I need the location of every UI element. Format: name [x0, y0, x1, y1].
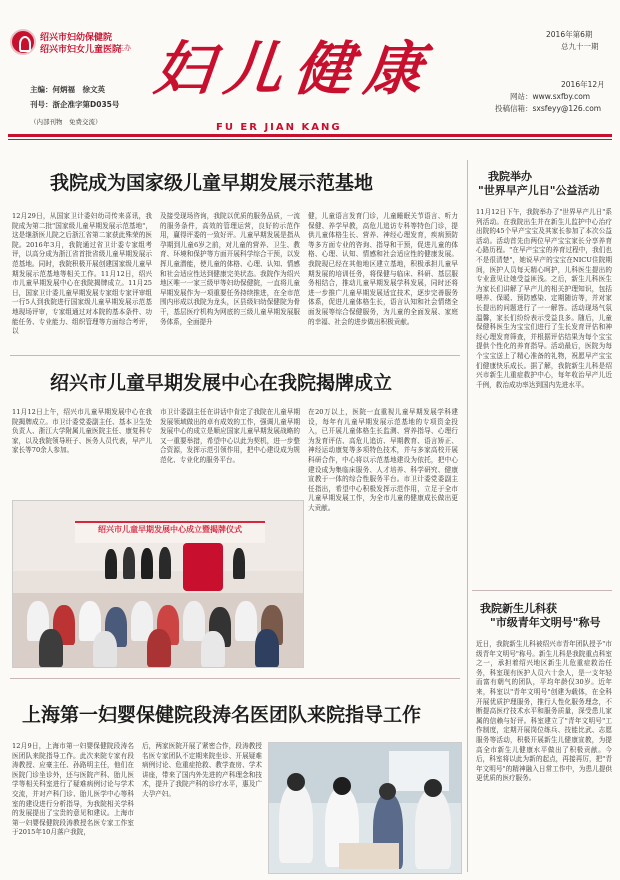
sidebar-1-kicker: 我院举办: [488, 170, 532, 183]
org-name-2: 绍兴市妇女儿童医院: [40, 45, 122, 55]
website: 网站：www.sxfby.com: [510, 92, 591, 101]
org-name-1: 绍兴市妇幼保健院: [40, 33, 113, 43]
article-3-col-2: 后，两家医院开展了紧密合作，段涛教授名医专家团队不定期来院坐诊、开展疑难病例讨论、危重症抢救、教学查房、学术讲座，带来了国内外先进的产科理念和技术，提升了我院产科的诊疗水平，惠及广大孕产妇。: [142, 742, 262, 798]
article-3-headline: 上海第一妇婴保健院段涛名医团队来院指导工作: [22, 704, 422, 726]
sidebar-1-headline: "世界早产儿日"公益活动: [478, 184, 600, 197]
article-1-headline: 我院成为国家级儿童早期发展示范基地: [50, 172, 374, 194]
article-1-col-3: 健，儿童语言发育门诊，儿童睡眠关节语言、听力保健、养学早教，高危儿追访专科等特色门诊，提供儿童体格生长、营养、神经心理发育，疾病预防等多方面专业的咨询、指导和干预，促进儿童的体格、心理、认知、情感和社会适应性的健康发展。我院现已经在其他地区建立基地，积极承担儿童早期发展的培训任务，将保健与临床、科研、基层服务相结合，推动儿童早期发展学科发展，同时还将进一步推广儿童早期发展适宜技术，逐步完善服务体系，促进儿童体格生长，语言认知和社会情绪全面发展等综合保健服务，为儿童的全面发展、家庭的幸福、社会的进步做出积极贡献。: [308, 212, 458, 326]
masthead-rule-thin: [8, 139, 612, 140]
issue-date: 2016年12月: [561, 80, 605, 89]
sidebar-2-body: 近日，我院新生儿科被绍兴市青年团队授予"市级青年文明号"称号。新生儿科是我院重点科室之一，承担着绍兴地区新生儿危重症救治任务，科室现有医护人员六十余人，是一支年轻而富有朝气的团队，平均年龄仅30岁。近年来，科室以"青年文明号"创建为载体，在全科开展优质护理服务，推行人性化服务理念，不断提高医疗技术水平和服务质量，深受患儿家属的信赖与好评。科室建立了"青年文明号"工作制度，定期开展岗位练兵、技能比武、志愿服务等活动，积极开展新生儿健康宣教，为提高全市新生儿健康水平做出了积极贡献。今后，科室将以此为新的起点，再接再厉，把"青年文明号"的精神融入日常工作中，为患儿提供更优质的医疗服务。: [476, 640, 612, 783]
article-1-col-2: 及接受现场咨询，我院以优质的服务品质，一流的服务条件，高效的管理运营，良好的示范作用，赢得评委的一致好评。儿童早期发展是指从孕期到儿童6岁之前，对儿童的营养、卫生、教育、环境和保护等方面开展科学综合干预，以发挥儿童潜能，使儿童的体格、心理、认知、情感和社会适应性达到健康完美状态。我院作为绍兴地区唯一一家三级甲等妇幼保健院，一直将儿童早期发展作为一项重要任务持续推进，在全市范围内形成以我院为龙头，区县级妇幼保健院为骨干，基层医疗机构为网底的三级儿童早期发展服务体系，全面提升: [160, 212, 300, 326]
publication-number: 刊号：浙企准字第D035号: [30, 100, 120, 109]
editors: 主编：何炳福 徐文英: [30, 85, 105, 94]
issue-number: 2016年第6期: [546, 30, 593, 39]
internal-note: （内部刊物 免费交流）: [30, 118, 102, 126]
sidebar-2-kicker: 我院新生儿科获: [480, 602, 557, 615]
article-1-col-1: 12月29日，从国家卫计委妇幼司传来喜讯，我院成为第二批"国家级儿童早期发展示范基地"，这是继浙医儿院之后浙江省第二家获此殊荣的医院。2016年3月，我院通过省卫计委专家组考评，以高分成为浙江省首批省级儿童早期发展示范基地。同时，我院积极开展创建国家级儿童早期发展示范基地等相关工作。11月12日，绍兴市儿童早期发展中心在我院揭牌成立。11月25日，国家卫计委儿童早期发展专家组专家评审组一行5人到我院进行国家级儿童早期发展示范基地现场评审，专家组通过对本院的基本条件、功能任务、专业能力、组织管理等方面综合考评，以: [12, 212, 152, 336]
article-2-headline: 绍兴市儿童早期发展中心在我院揭牌成立: [50, 372, 393, 394]
section-divider-2: [10, 678, 460, 679]
article-2-col-2: 市卫计委副主任在讲话中肯定了我院在儿童早期发展领域做出的卓有成效的工作，强调儿童早期发展中心的成立是顺应国家儿童早期发展战略的又一重要举措，希望中心以此为契机，进一步整合资源，发挥示范引领作用，把中心建设成为规范化、专业化的服务平台。: [160, 408, 300, 464]
submission-email: 投稿信箱：sxsfeyy@126.com: [495, 104, 602, 113]
sidebar-divider: [467, 160, 468, 872]
sidebar-divider-h: [472, 590, 612, 591]
article-2-col-3: 在20万以上，医院一直重视儿童早期发展学科建设，每年有儿童早期发展示范基地的专项资金投入，已开展儿童体格生长监测、营养指导、心理行为发育评估、高危儿追访、早期教育、语言矫正、神经运动康复等多项特色技术，并与多家高校开展科研合作，中心将以示范基地建设为依托，把中心建设成为集临床服务、人才培养、科学研究、健康宣教于一体的综合性服务平台。市卫计委党委副主任指出，希望中心积极发挥示范作用，立足于全市儿童早期发展工作，为全市儿童的健康成长做出更大贡献。: [308, 408, 458, 512]
article-2-col-1: 11月12日上午，绍兴市儿童早期发展中心在我院揭牌成立。市卫计委党委副主任、基本卫生处负责人、浙江大学附属儿童医院主任、康复科专家，以及我院领导班子、医务人员代表，早产儿家长等70余人参加。: [12, 408, 152, 455]
masthead-rule: [8, 134, 612, 137]
newspaper-title: 妇儿健康: [150, 35, 439, 103]
title-pinyin: FU ER JIAN KANG: [216, 122, 342, 133]
article-3-col-1: 12月9日，上海市第一妇婴保健院段涛名医团队来院指导工作。此次来院专家有段涛教授、应豪主任、孙路明主任，他们在医院门诊坐诊外，还与医院产科、胎儿医学等相关科室进行了疑难病例讨论与学术交流，并对产科门诊、胎儿医学中心等科室的建设进行分析指导，为我院相关学科的发展提出了宝贵的意见和建议。上海市第一妇婴保健院段涛教授名医专家工作室于2015年10月落户我院，: [12, 742, 134, 837]
hospital-logo-icon: [10, 29, 36, 55]
event-photo: [12, 500, 304, 668]
section-divider-1: [10, 355, 460, 356]
total-issue: 总九十一期: [561, 42, 599, 51]
sidebar-2-headline: "市级青年文明号"称号: [490, 616, 601, 629]
sidebar-1-body: 11月12日下午，我院举办了"世界早产儿日"系列活动。在我院出生并在新生儿监护中心治疗出院的45个早产宝宝及其家长参加了本次公益活动。活动首先由两位早产宝宝家长分享养育心路历程。"在早产宝宝的养育过程中，我们也不是很清楚"，她说早产的宝宝在NICU住院期间，医护人员每天精心呵护，儿科医生提出的专业意见让她受益匪浅。之后，新生儿科医生为家长们讲解了早产儿的相关护理知识，包括喂养、保暖、预防感染、定期随访等，并对家长提出的问题进行了一一解答。活动现场气氛温馨，家长们纷纷表示受益良多。随后，儿童保健科医生为宝宝们进行了生长发育评估和神经心理发育筛查，并根据评估结果为每个宝宝提供个性化的养育指导。活动最后，医院为每个宝宝送上了精心准备的礼物，祝愿早产宝宝们健康快乐成长。据了解，我院新生儿科是绍兴市新生儿重症救护中心，每年收治早产儿近千例，救治成功率达到国内先进水平。: [476, 208, 612, 389]
doctors-photo: [268, 742, 462, 874]
sponsor-label: 主办: [117, 44, 131, 52]
event-banner: 绍兴市儿童早期发展中心成立暨揭牌仪式: [75, 521, 265, 543]
